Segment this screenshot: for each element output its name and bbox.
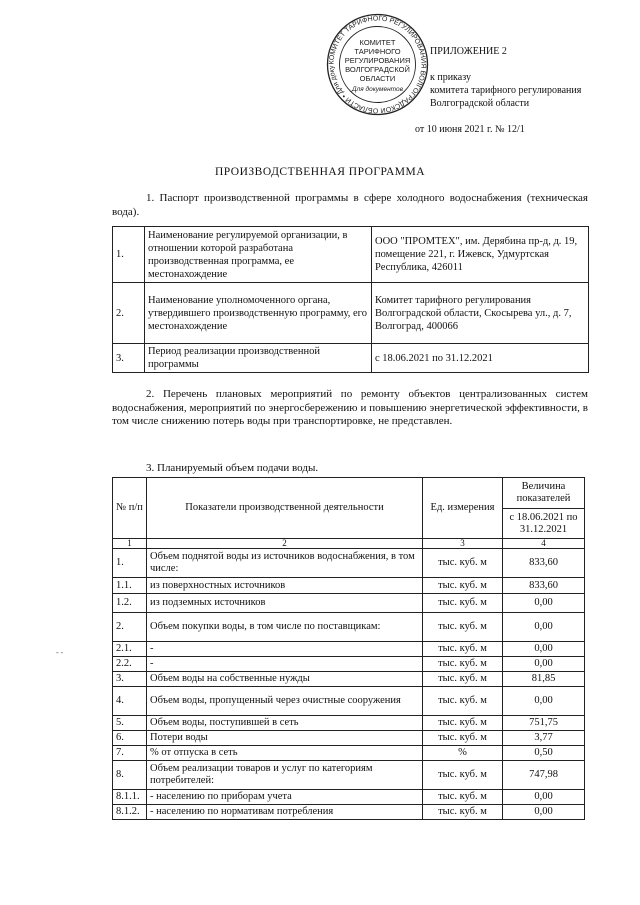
row-unit: тыс. куб. м [423, 613, 503, 642]
passport-label: Наименование уполномоченного органа, утвердившего производственную программу, его местонахождение [145, 283, 372, 344]
passport-value: ООО "ПРОМТЕХ", им. Дерябина пр-д, д. 19, помещение 221, г. Ижевск, Удмуртская Республика, 426011 [372, 227, 589, 283]
column-number: 2 [147, 539, 423, 549]
row-unit: тыс. куб. м [423, 731, 503, 746]
section-2-text: 2. Перечень плановых мероприятий по ремонту объектов централизованных систем водоснабжения, мероприятий по энергосбережению и повышению энергетической эффективности, в том числе снижению потерь воды при транспортировке, не представлен. [112, 388, 588, 427]
passport-label: Наименование регулируемой организации, в отношении которой разработана производственная программа, ее местонахождение [145, 227, 372, 283]
row-value: 81,85 [503, 672, 585, 687]
table-row [113, 805, 585, 820]
official-stamp [325, 12, 430, 117]
row-indicator: - населению по приборам учета [147, 790, 423, 805]
row-num: 1. [113, 549, 147, 578]
table-row [113, 746, 585, 761]
header-value: Величина показателей [503, 478, 585, 509]
row-unit: тыс. куб. м [423, 549, 503, 578]
table-row [113, 716, 585, 731]
row-num: 8.1.1. [113, 790, 147, 805]
table-row [113, 642, 585, 657]
row-num: 4. [113, 687, 147, 716]
table-row [113, 578, 585, 594]
row-indicator: Объем поднятой воды из источников водоснабжения, в том числе: [147, 549, 423, 578]
passport-value: с 18.06.2021 по 31.12.2021 [372, 344, 589, 373]
row-indicator: из поверхностных источников [147, 578, 423, 594]
section-1-heading: 1. Паспорт производственной программы в сфере холодного водоснабжения (техническая вода). [112, 192, 588, 218]
row-indicator: % от отпуска в сеть [147, 746, 423, 761]
row-value: 0,00 [503, 594, 585, 613]
table-row [113, 594, 585, 613]
row-num: 1.1. [113, 578, 147, 594]
row-unit: тыс. куб. м [423, 672, 503, 687]
header-period: с 18.06.2021 по 31.12.2021 [503, 509, 585, 539]
row-num: 2.1. [113, 642, 147, 657]
volume-rows [113, 549, 585, 820]
table-row [113, 549, 585, 578]
column-number: 1 [113, 539, 147, 549]
row-value: 0,00 [503, 657, 585, 672]
order-label: к приказу [430, 72, 471, 83]
row-value: 0,50 [503, 746, 585, 761]
margin-mark: - - [56, 648, 64, 657]
row-indicator: - [147, 657, 423, 672]
stamp-center [325, 38, 430, 94]
row-num: 3. [113, 672, 147, 687]
appendix-label: ПРИЛОЖЕНИЕ 2 [430, 46, 507, 57]
stamp-line: ОБЛАСТИ [359, 74, 396, 83]
row-unit: тыс. куб. м [423, 578, 503, 594]
row-indicator: Объем воды, поступившей в сеть [147, 716, 423, 731]
passport-value: Комитет тарифного регулирования Волгоградской области, Скосырева ул., д. 7, Волгоград, 400066 [372, 283, 589, 344]
row-value: 833,60 [503, 578, 585, 594]
stamp-line: РЕГУЛИРОВАНИЯ [344, 56, 411, 65]
row-unit: тыс. куб. м [423, 716, 503, 731]
column-number-row [113, 539, 585, 549]
table-row [113, 731, 585, 746]
section-3-heading: 3. Планируемый объем подачи воды. [146, 462, 319, 474]
table-row [113, 790, 585, 805]
row-num: 8.1.2. [113, 805, 147, 820]
row-num: 8. [113, 761, 147, 790]
column-number: 3 [423, 539, 503, 549]
row-value: 747,98 [503, 761, 585, 790]
row-unit: тыс. куб. м [423, 657, 503, 672]
table-row [113, 344, 589, 373]
row-value: 0,00 [503, 613, 585, 642]
row-indicator: Объем воды на собственные нужды [147, 672, 423, 687]
page-title: ПРОИЗВОДСТВЕННАЯ ПРОГРАММА [214, 166, 426, 178]
row-unit: тыс. куб. м [423, 687, 503, 716]
table-row [113, 657, 585, 672]
row-num: 2. [113, 613, 147, 642]
row-num: 5. [113, 716, 147, 731]
header-num: № п/п [113, 478, 147, 539]
row-value: 3,77 [503, 731, 585, 746]
row-unit: тыс. куб. м [423, 805, 503, 820]
order-date: от 10 июня 2021 г. № 12/1 [415, 124, 525, 135]
row-indicator: - [147, 642, 423, 657]
stamp-ring-text: КОМИТЕТ ТАРИФНОГО РЕГУЛИРОВАНИЯ ВОЛГОГРАДСКОЙ ОБЛАСТИ • Для доку [328, 15, 427, 114]
row-num: 1.2. [113, 594, 147, 613]
table-row [113, 672, 585, 687]
water-volume-table [112, 477, 585, 820]
row-indicator: Объем покупки воды, в том числе по поставщикам: [147, 613, 423, 642]
row-unit: тыс. куб. м [423, 642, 503, 657]
stamp-bottom: Для документов [351, 86, 404, 93]
row-num: 6. [113, 731, 147, 746]
header-unit: Ед. измерения [423, 478, 503, 539]
row-value: 0,00 [503, 642, 585, 657]
stamp-line: ТАРИФНОГО [354, 47, 401, 56]
row-value: 0,00 [503, 805, 585, 820]
row-indicator: Потери воды [147, 731, 423, 746]
column-number: 4 [503, 539, 585, 549]
row-unit: тыс. куб. м [423, 790, 503, 805]
row-indicator: - населению по нормативам потребления [147, 805, 423, 820]
row-indicator: Объем воды, пропущенный через очистные сооружения [147, 687, 423, 716]
passport-num: 2. [113, 283, 145, 344]
row-unit: тыс. куб. м [423, 761, 503, 790]
table-row [113, 227, 589, 283]
table-row [113, 613, 585, 642]
committee-label: комитета тарифного регулирования [430, 85, 582, 96]
passport-table [112, 226, 589, 373]
row-value: 833,60 [503, 549, 585, 578]
row-indicator: Объем реализации товаров и услуг по категориям потребителей: [147, 761, 423, 790]
stamp-line: КОМИТЕТ [359, 38, 396, 47]
row-num: 2.2. [113, 657, 147, 672]
table-row [113, 761, 585, 790]
passport-num: 1. [113, 227, 145, 283]
table-header-row [113, 478, 585, 509]
table-row [113, 283, 589, 344]
header-indicator: Показатели производственной деятельности [147, 478, 423, 539]
row-unit: % [423, 746, 503, 761]
row-value: 0,00 [503, 687, 585, 716]
row-unit: тыс. куб. м [423, 594, 503, 613]
row-num: 7. [113, 746, 147, 761]
table-row [113, 687, 585, 716]
row-value: 751,75 [503, 716, 585, 731]
row-indicator: из подземных источников [147, 594, 423, 613]
passport-label: Период реализации производственной программы [145, 344, 372, 373]
row-value: 0,00 [503, 790, 585, 805]
stamp-line: ВОЛГОГРАДСКОЙ [345, 65, 410, 74]
passport-num: 3. [113, 344, 145, 373]
region-label: Волгоградской области [430, 98, 530, 109]
